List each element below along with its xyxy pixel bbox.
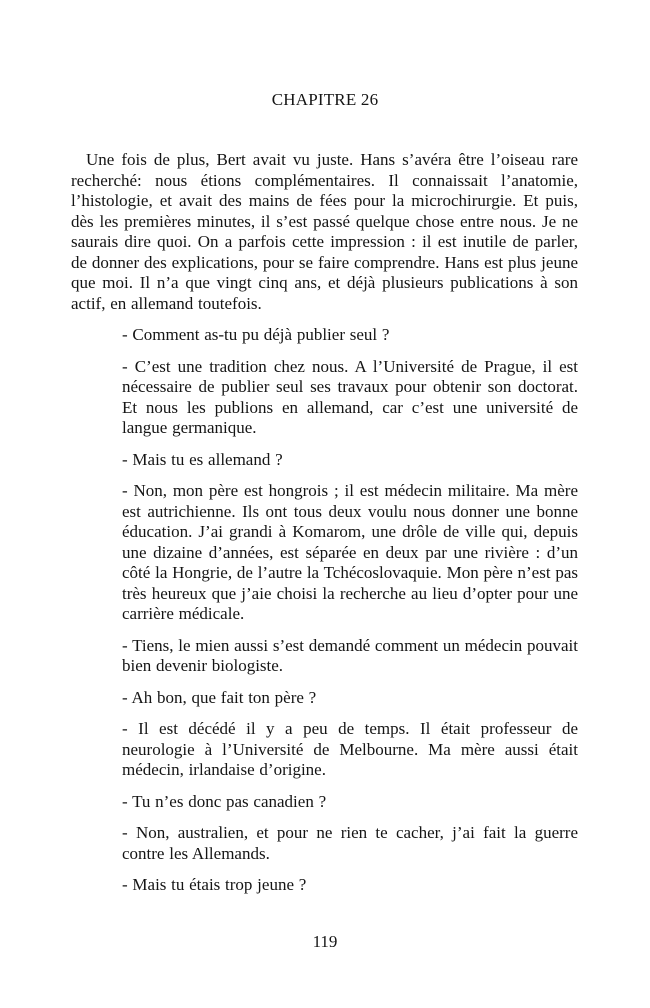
paragraph-dialogue: - Mais tu étais trop jeune ?: [122, 875, 307, 894]
paragraph-dialogue: - Non, mon père est hongrois ; il est médecin militaire. Ma mère est autrichienne. Ils ont tous deux voulu nous donner une bonne éducation. J’ai grandi à Komarom, une drôle de ville qui, depuis une dizaine d’années, est séparée en deux par une rivière : d’un côté la Hongrie, de l’autre la Tchécoslovaquie. Mon père n’est pas très heureux que j’aie choisi la recherche au lieu d’opter pour une carrière médicale.: [122, 481, 578, 623]
text-block: [71, 150, 578, 907]
paragraph-dialogue: - Comment as-tu pu déjà publier seul ?: [122, 325, 390, 344]
paragraph-dialogue: - Il est décédé il y a peu de temps. Il était professeur de neurologie à l’Université de Melbourne. Ma mère aussi était médecin, irlandaise d’origine.: [122, 719, 578, 779]
paragraph-dialogue: - Tu n’es donc pas canadien ?: [122, 791, 327, 811]
paragraph-dialogue: - Non, australien, et pour ne rien te cacher, j’ai fait la guerre contre les Allemands.: [122, 823, 578, 863]
paragraph-dialogue: - Ah bon, que fait ton père ?: [122, 687, 317, 707]
paragraph-narrative: Une fois de plus, Bert avait vu juste. Hans s’avéra être l’oiseau rare recherché: nous étions complémentaires. Il connaissait l’anatomie, l’histologie, et avait des mains de fées pour la microchirurgie. Et puis, dès les premières minutes, il s’est passé quelque chose entre nous. Je ne saurais dire quoi. On a parfois cette impression : il est inutile de parler, de donner des explications, pour se faire comprendre. Hans est plus jeune que moi. Il n’a que vingt cinq ans, et déjà plusieurs publications à son actif, en allemand toutefois.: [71, 150, 578, 313]
page-number: 119: [312, 932, 338, 951]
paragraph-dialogue: - Tiens, le mien aussi s’est demandé comment un médecin pouvait bien devenir biologiste.: [122, 635, 578, 675]
paragraph-dialogue: - C’est une tradition chez nous. A l’Université de Prague, il est nécessaire de publier seul ses travaux pour obtenir son doctorat. Et nous les publions en allemand, car c’est une université de langue germanique.: [122, 356, 578, 437]
paragraph-dialogue: - Mais tu es allemand ?: [122, 449, 283, 469]
chapter-heading: CHAPITRE 26: [271, 90, 379, 109]
